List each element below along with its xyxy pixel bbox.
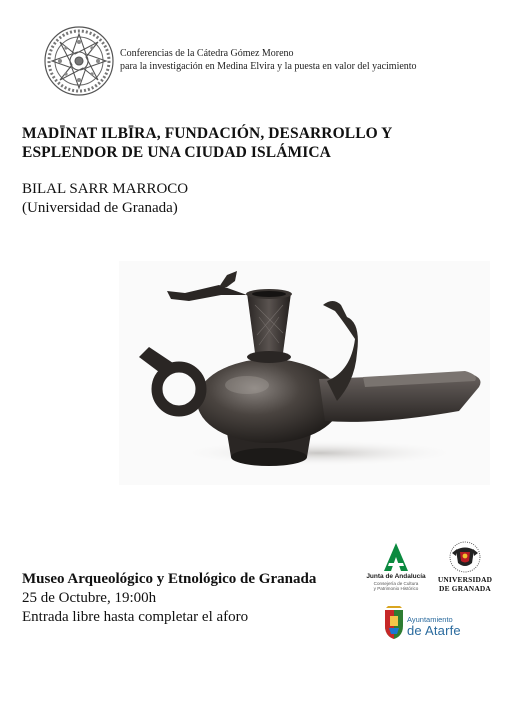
ayuntamiento-de-atarfe-logo <box>382 604 468 642</box>
geometric-rosette-emblem-icon <box>42 24 116 98</box>
speaker-affiliation: (Universidad de Granada) <box>22 200 178 216</box>
title-line-1: MADĪNAT ILBĪRA, FUNDACIÓN, DESARROLLO Y <box>22 125 393 142</box>
junta-de-andalucia-logo <box>358 541 434 593</box>
lecture-title <box>22 124 462 162</box>
ugr-line-2: DE GRANADA <box>439 584 491 593</box>
venue: Museo Arqueológico y Etnológico de Granada <box>22 571 317 587</box>
junta-name: Junta de Andalucía <box>366 573 426 580</box>
junta-sub-line-1: Consejería de Cultura <box>373 581 419 586</box>
ugr-line-1: UNIVERSIDAD <box>437 575 493 584</box>
junta-subtitle <box>358 581 434 591</box>
speaker <box>22 180 188 218</box>
series-line-1: Conferencias de la Cátedra Gómez Moreno <box>120 48 294 59</box>
atarfe-line-1: Ayuntamiento <box>407 615 453 624</box>
ugr-crest-icon <box>432 541 498 573</box>
entry-info: Entrada libre hasta completar el aforo <box>22 609 249 625</box>
junta-sub-line-2: y Patrimonio Histórico <box>373 586 419 591</box>
atarfe-coat-of-arms-icon <box>382 604 406 640</box>
title-line-2: ESPLENDOR DE UNA CIUDAD ISLÁMICA <box>22 144 331 161</box>
speaker-name: BILAL SARR MARROCO <box>22 181 189 197</box>
universidad-de-granada-logo <box>432 541 498 597</box>
junta-a-icon <box>358 541 434 573</box>
atarfe-line-2: de Atarfe <box>407 623 461 638</box>
bronze-oil-lamp-icon <box>119 261 490 485</box>
series-line-2: para la investigación en Medina Elvira y la puesta en valor del yacimiento <box>120 61 417 72</box>
conference-series <box>120 47 417 73</box>
event-datetime: 25 de Octubre, 19:00h <box>22 590 157 606</box>
